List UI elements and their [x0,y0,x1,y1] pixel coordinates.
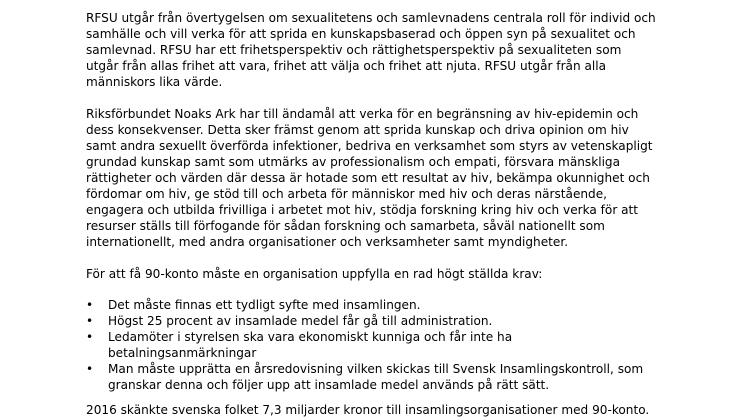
text-line: 2016 skänkte svenska folket 7,3 miljarder kronor till insamlingsorganisationer med 90-konto. [86,403,650,417]
text-line: resurser ställs till förfogande för sådan forskning och samarbeta, såväl nationellt som [86,219,605,233]
text-line: grundad kunskap samt som utmärks av professionalism och empati, försvara mänskliga [86,155,621,169]
text-line: utgår från allas frihet att vara, frihet att välja och frihet att njuta. RFSU utgår från alla [86,59,607,73]
list-item-text: Det måste finnas ett tydligt syfte med insamlingen. [108,298,421,312]
list-item [86,329,726,361]
requirements-list [86,297,726,393]
text-line: samlevnad. RFSU har ett frihetsperspektiv och rättighetsperspektiv på sexualiteten som [86,43,622,57]
text-line: samhälle och vill verka för att sprida en kunskapsbaserad och öppen syn på sexualitet och [86,27,636,41]
paragraph-rfsu [86,10,706,90]
text-line: RFSU utgår från övertygelsen om sexualitetens och samlevnadens centrala roll för individ och [86,11,656,25]
list-item-text: granskar denna och följer upp att insamlade medel används på rätt sätt. [108,378,550,392]
bullet-icon: • [86,362,94,376]
list-item [86,313,726,329]
list-item [86,297,726,313]
text-line: människors lika värde. [86,75,223,89]
text-line: engagera och utbilda frivilliga i arbetet mot hiv, stödja forskning kring hiv och verka för att [86,203,639,217]
list-item-text: Ledamöter i styrelsen ska vara ekonomiskt kunniga och får inte ha [108,330,513,344]
paragraph-noaks-ark [86,106,706,250]
text-line: rättigheter och värden där dessa är hotade som ett resultat av hiv, bekämpa okunnighet och [86,171,650,185]
text-line: internationellt, med andra organisationer och verksamheter samt myndigheter. [86,235,569,249]
bullet-icon: • [86,330,94,344]
paragraph-closing [86,402,706,418]
text-line: fördomar om hiv, ge stöd till och arbeta för människor med hiv och deras närstående, [86,187,608,201]
list-item-text: betalningsanmärkningar [108,346,257,360]
list-item [86,361,726,393]
text-line: dess konsekvenser. Detta sker främst genom att sprida kunskap och driva opinion om hiv [86,123,629,137]
bullet-icon: • [86,314,94,328]
list-item-text: Man måste upprätta en årsredovisning vilken skickas till Svensk Insamlingskontroll, som [108,362,644,376]
list-item-text: Högst 25 procent av insamlade medel får gå till administration. [108,314,493,328]
bullet-icon: • [86,298,94,312]
text-line: Riksförbundet Noaks Ark har till ändamål att verka för en begränsning av hiv-epidemin och [86,107,639,121]
text-line: samt andra sexuellt överförda infektioner, bedriva en verksamhet som styrs av vetenskapligt [86,139,653,153]
paragraph-90konto-intro [86,266,706,282]
text-line: För att få 90-konto måste en organisation uppfylla en rad högt ställda krav: [86,267,543,281]
